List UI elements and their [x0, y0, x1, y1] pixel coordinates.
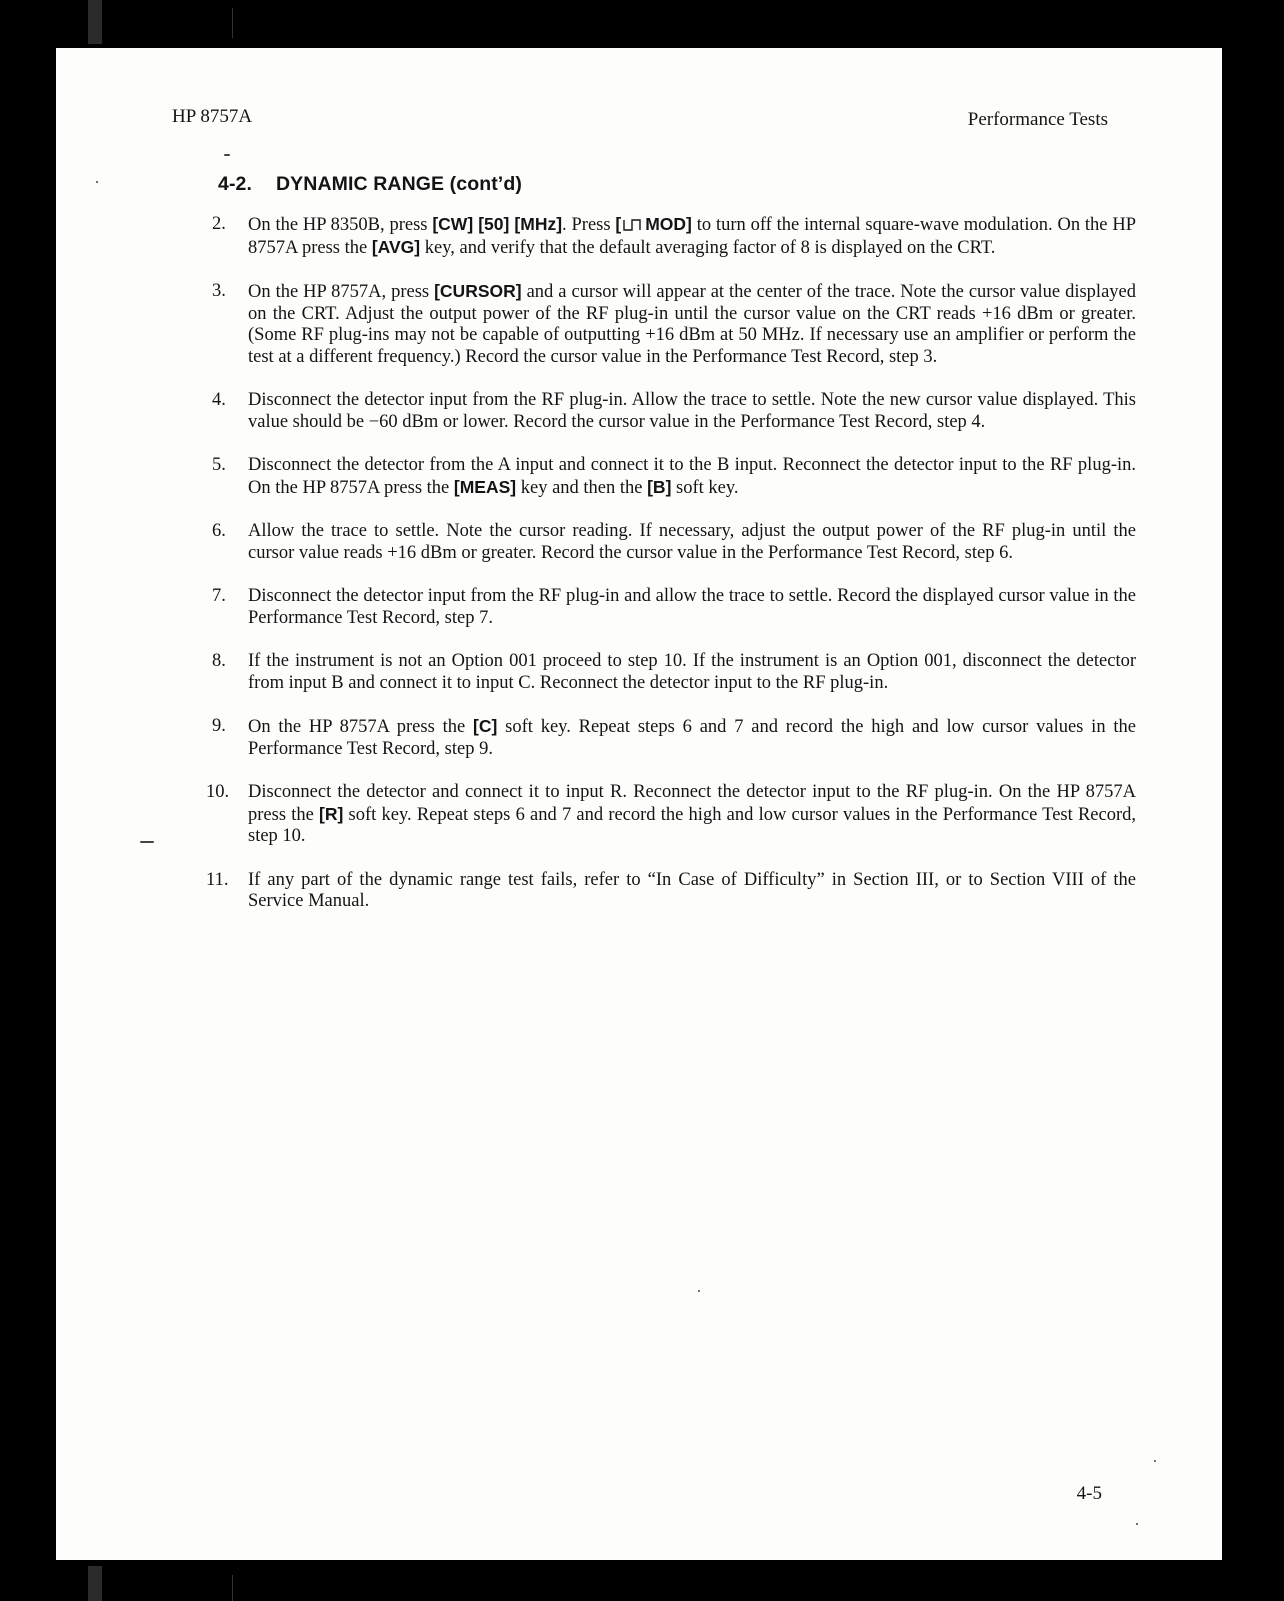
step-text: Disconnect the detector and connect it to input R. Reconnect the detector input to the RF plug-in. On the HP 8757A press the	[248, 782, 1136, 825]
scan-speck	[1154, 1460, 1156, 1462]
step-text: Disconnect the detector input from the RF plug-in. Allow the trace to settle. Note the new cursor value displayed. This value should be −60 dBm or lower. Record the cursor value in the Performance Test Record, step 4.	[248, 390, 1136, 432]
step-text: On the HP 8757A press the	[248, 717, 474, 737]
step-text: key and then the	[516, 477, 648, 498]
key-avg: [AVG]	[371, 236, 421, 257]
step-text: On the HP 8757A, press	[248, 282, 435, 302]
scan-speck	[1136, 1523, 1138, 1525]
step-text: On the HP 8350B, press	[248, 215, 433, 235]
section-number: 4-2.	[218, 173, 253, 195]
step-5	[212, 455, 1136, 499]
scan-mark-top-tick	[232, 8, 233, 38]
key-b: [B]	[647, 476, 672, 497]
step-text: If the instrument is not an Option 001 proceed to step 10. If the instrument is an Option 001, disconnect the detector from input B and connect it to input C. Reconnect the detector input to the RF plug-in.	[248, 651, 1136, 693]
procedure-steps	[206, 214, 1137, 935]
key-cw-50-mhz: [CW] [50] [MHz]	[432, 214, 563, 234]
scan-speck	[140, 841, 154, 843]
step-text: Disconnect the detector input from the RF plug-in and allow the trace to settle. Record the displayed cursor value in the Performance Test Record, step 7.	[248, 586, 1136, 628]
scan-speck	[698, 1290, 700, 1292]
step-number: 5.	[212, 455, 226, 475]
step-7	[212, 586, 1136, 629]
step-6	[212, 521, 1136, 564]
step-text: . Press	[562, 215, 616, 235]
document-page	[56, 48, 1222, 1560]
step-3	[212, 281, 1136, 368]
step-number: 3.	[212, 281, 226, 301]
step-text: soft key. Repeat steps 6 and 7 and record the high and low cursor values in the Performance Test Record, step 9.	[248, 717, 1136, 759]
step-text: soft key. Repeat steps 6 and 7 and record the high and low cursor values in the Performance Test Record, step 10.	[248, 804, 1136, 846]
scan-speck	[224, 154, 230, 156]
page-number: 4-5	[1076, 1483, 1102, 1504]
square-wave-pulse-icon	[623, 216, 643, 228]
header-section: Performance Tests	[967, 109, 1108, 130]
step-number: 7.	[212, 586, 226, 606]
scan-mark-bottom-tick	[232, 1575, 233, 1601]
step-10	[206, 782, 1136, 848]
step-number: 9.	[212, 716, 226, 736]
key-c: [C]	[473, 716, 498, 736]
step-text: Allow the trace to settle. Note the cursor reading. If necessary, adjust the output power of the RF plug-in until the cursor value reads +16 dBm or greater. Record the cursor value in the Performance Test Record, step 6.	[248, 521, 1136, 563]
step-2	[212, 214, 1136, 259]
scan-mark-top-left	[88, 0, 102, 44]
step-number: 11.	[206, 869, 229, 890]
key-meas: [MEAS]	[453, 476, 517, 497]
step-text: and a cursor will appear at the center of the trace. Note the cursor value displayed on the CRT. Adjust the output power of the RF plug-in until the cursor value on the CRT reads +16 dBm or greater. (Some RF plug-ins may not be capable of outputting +16 dBm at 50 MHz. If necessary use an amplifier or perform the test at a different frequency.) Record the cursor value in the Performance Test Record, step 3.	[248, 282, 1136, 367]
step-number: 8.	[212, 651, 226, 671]
header-model: HP 8757A	[172, 106, 253, 127]
key-bracket: [	[615, 214, 622, 234]
step-11	[206, 869, 1136, 913]
scan-speck	[96, 181, 98, 183]
step-text: Disconnect the detector from the A input and connect it to the B input. Reconnect the detector input to the RF plug-in. On the HP 8757A press the	[248, 455, 1136, 498]
step-number: 2.	[212, 214, 226, 234]
key-cursor: [CURSOR]	[434, 281, 522, 301]
scan-mark-bottom-left	[88, 1566, 102, 1601]
step-text: to turn off the internal square-wave modulation. On the HP 8757A press the	[248, 215, 1137, 258]
step-text: If any part of the dynamic range test fails, refer to “In Case of Difficulty” in Section III, or to Section VIII of the Service Manual.	[248, 869, 1136, 911]
key-mod: MOD]	[645, 214, 692, 234]
step-number: 4.	[212, 390, 226, 410]
section-title	[218, 173, 522, 196]
step-text: key, and verify that the default averaging factor of 8 is displayed on the CRT.	[420, 237, 996, 258]
step-number: 10.	[206, 782, 230, 802]
step-8	[212, 651, 1136, 694]
step-4	[212, 390, 1136, 433]
key-r: [R]	[319, 803, 344, 824]
step-number: 6.	[212, 521, 226, 541]
section-title-text: DYNAMIC RANGE (cont’d)	[276, 173, 522, 195]
step-text: soft key.	[671, 477, 739, 498]
step-9	[212, 716, 1136, 760]
